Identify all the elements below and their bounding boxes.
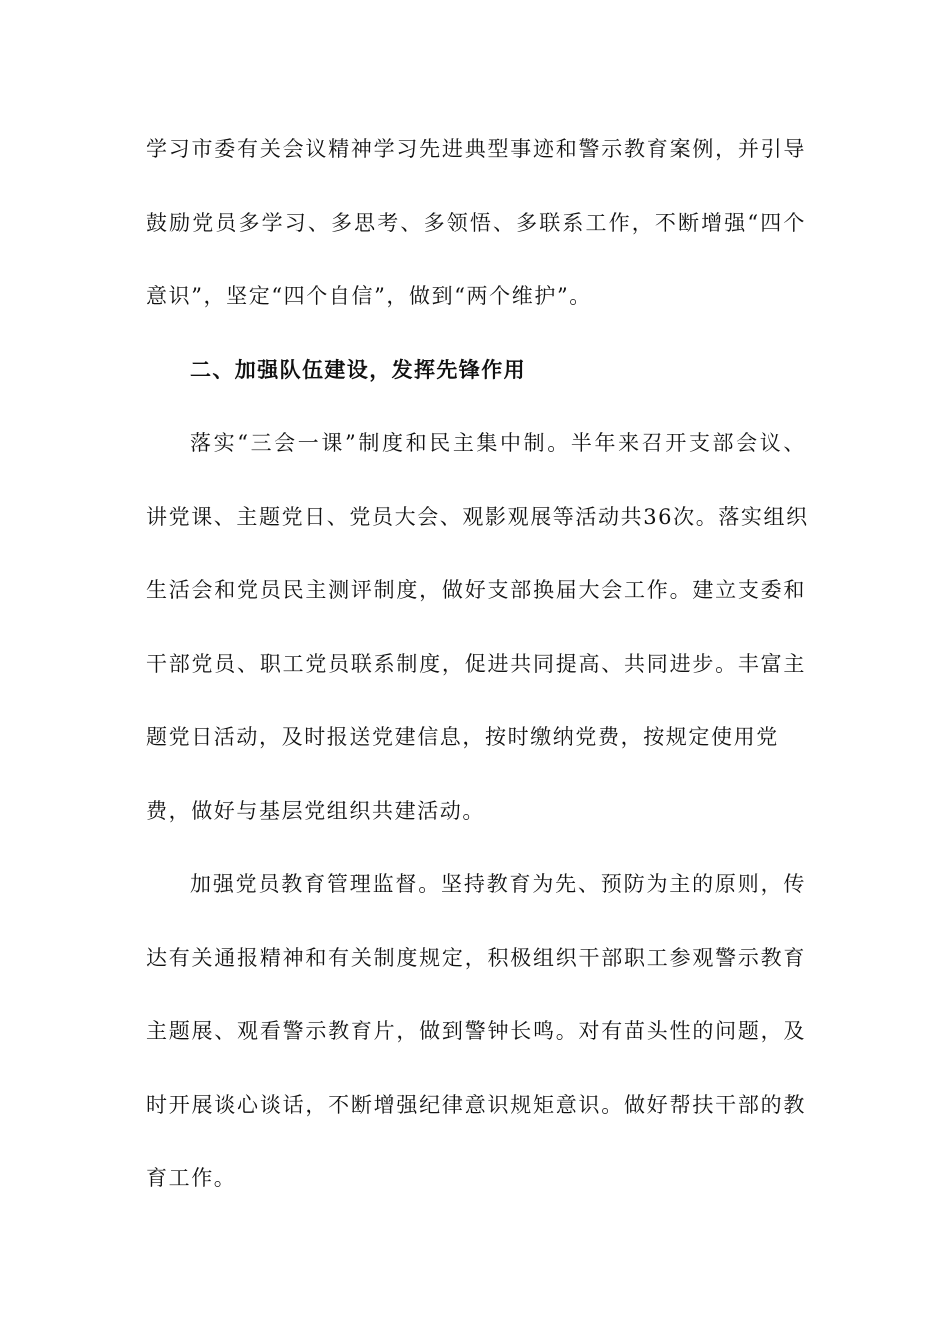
- body-line: 干部党员、职工党员联系制度，促进共同提高、共同进步。丰富主: [146, 651, 806, 676]
- document-page: [146, 120, 809, 1223]
- paragraph-first-line: 落实“三会一课”制度和民主集中制。半年来召开支部会议、: [190, 431, 806, 455]
- body-line: 题党日活动，及时报送党建信息，按时缴纳党费，按规定使用党: [146, 725, 779, 749]
- body-line: 讲党课、主题党日、党员大会、观影观展等活动共36次。落实组织: [146, 504, 809, 529]
- body-line: 育工作。: [146, 1166, 237, 1190]
- body-line: 达有关通报精神和有关制度规定，积极组织干部职工参观警示教育: [146, 945, 806, 970]
- paragraph-first-line: 加强党员教育管理监督。坚持教育为先、预防为主的原则，传: [190, 872, 806, 896]
- body-line: 时开展谈心谈话，不断增强纪律意识规矩意识。做好帮扶干部的教: [146, 1092, 806, 1117]
- body-line: 鼓励党员多学习、多思考、多领悟、多联系工作，不断增强“四个: [146, 210, 806, 235]
- body-line: 费，做好与基层党组织共建活动。: [146, 798, 485, 823]
- body-line: 主题展、观看警示教育片，做到警钟长鸣。对有苗头性的问题，及: [146, 1019, 806, 1043]
- section-heading: 二、加强队伍建设，发挥先锋作用: [190, 357, 526, 382]
- body-line: 学习市委有关会议精神学习先进典型事迹和警示教育案例，并引导: [146, 137, 806, 161]
- body-line: 生活会和党员民主测评制度，做好支部换届大会工作。建立支委和: [146, 578, 806, 602]
- body-line: 意识”，坚定“四个自信”，做到“两个维护”。: [146, 284, 592, 308]
